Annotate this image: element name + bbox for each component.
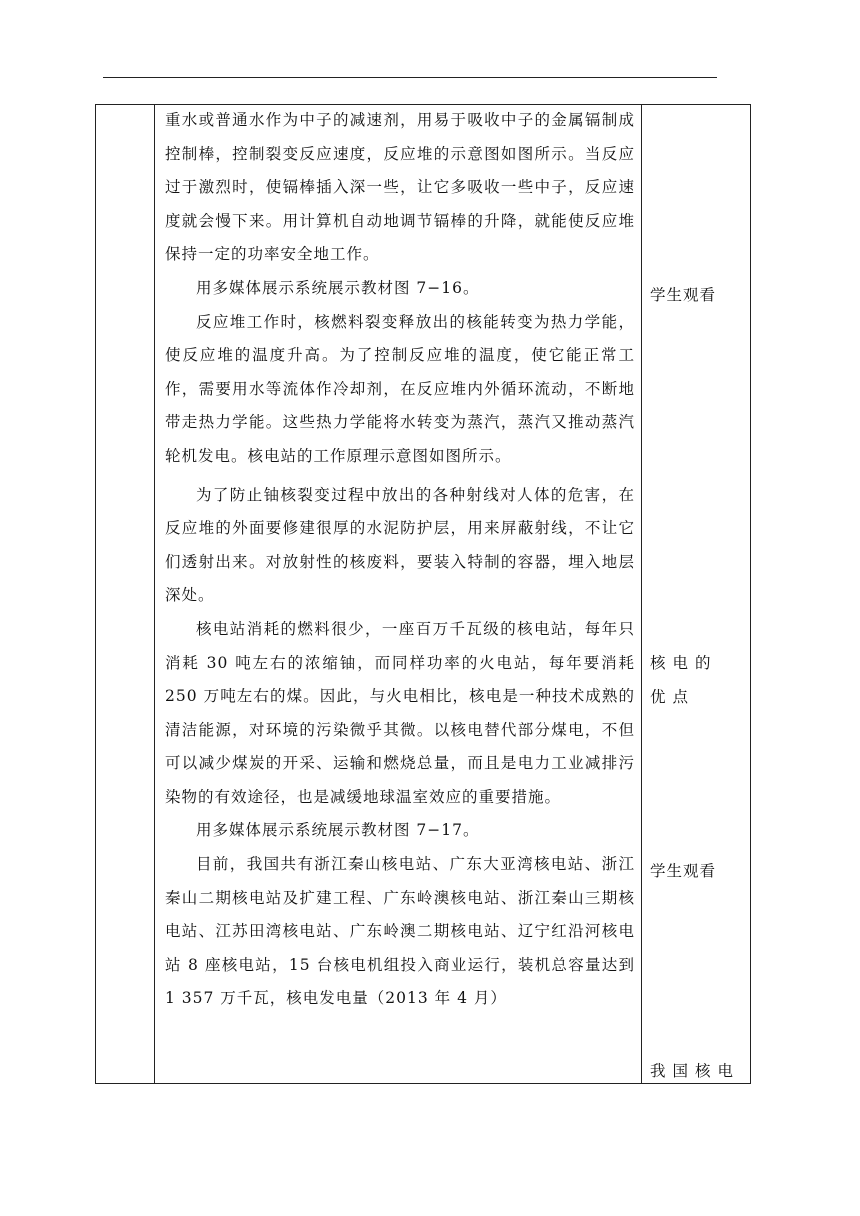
paragraph-reactor-working: 反应堆工作时，核燃料裂变释放出的核能转变为热力学能，使反应堆的温度升高。为了控制反应堆的温度，使它能正常工作，需要用水等流体作冷却剂，在反应堆内外循环流动，不断地带走热力学能。这些热力学能将水转变为蒸汽，蒸汽又推动蒸汽轮机发电。核电站的工作原理示意图如图所示。 — [165, 312, 635, 465]
paragraph-reactor-control: 重水或普通水作为中子的减速剂，用易于吸收中子的金属镉制成控制棒，控制裂变反应速度，反应堆的示意图如图所示。当反应过于激烈时，使镉棒插入深一些，让它多吸收一些中子，反应速度就会慢下来。用计算机自动地调节镉棒的升降，就能使反应堆保持一定的功率安全地工作。 — [165, 111, 635, 264]
left-empty-cell — [96, 105, 155, 1084]
side-note-student-watch-2: 学生观看 — [650, 862, 717, 880]
paragraph-china-nuclear-stations: 目前，我国共有浙江秦山核电站、广东大亚湾核电站、浙江秦山二期核电站及扩建工程、广东岭澳核电站、浙江秦山三期核电站、江苏田湾核电站、广东岭澳二期核电站、辽宁红沿河核电站 8 座核电站，15 台核电机组投入商业运行，装机总容量达到 1 357 万千瓦，核电发电量（2013 年 4 月） — [165, 855, 635, 1008]
header-rule — [103, 77, 717, 78]
content-cell — [155, 105, 642, 1084]
side-note-nuclear-advantages: 核电的优点 — [650, 654, 718, 706]
paragraph-show-figure-7-17: 用多媒体展示系统展示教材图 7−17。 — [196, 821, 480, 840]
side-note-student-watch-1: 学生观看 — [650, 286, 717, 304]
side-note-china-nuclear: 我国核电 — [650, 1062, 741, 1080]
paragraph-nuclear-advantages: 核电站消耗的燃料很少，一座百万千瓦级的核电站，每年只消耗 30 吨左右的浓缩铀，而同样功率的火电站，每年要消耗 250 万吨左右的煤。因此，与火电相比，核电是一种技术成熟的清洁能源，对环境的污染微乎其微。以核电替代部分煤电，不但可以减少煤炭的开采、运输和燃烧总量，而且是电力工业减排污染物的有效途径，也是减缓地球温室效应的重要措施。 — [165, 619, 635, 806]
paragraph-show-figure-7-16: 用多媒体展示系统展示教材图 7−16。 — [196, 278, 480, 297]
table-row — [96, 105, 751, 1084]
side-note-cell — [642, 105, 751, 1084]
content-column — [165, 104, 635, 1082]
paragraph-radiation-protection: 为了防止铀核裂变过程中放出的各种射线对人体的危害，在反应堆的外面要修建很厚的水泥防护层，用来屏蔽射线，不让它们透射出来。对放射性的核废料，要装入特制的容器，埋入地层深处。 — [165, 485, 635, 605]
lesson-table — [95, 104, 751, 1084]
